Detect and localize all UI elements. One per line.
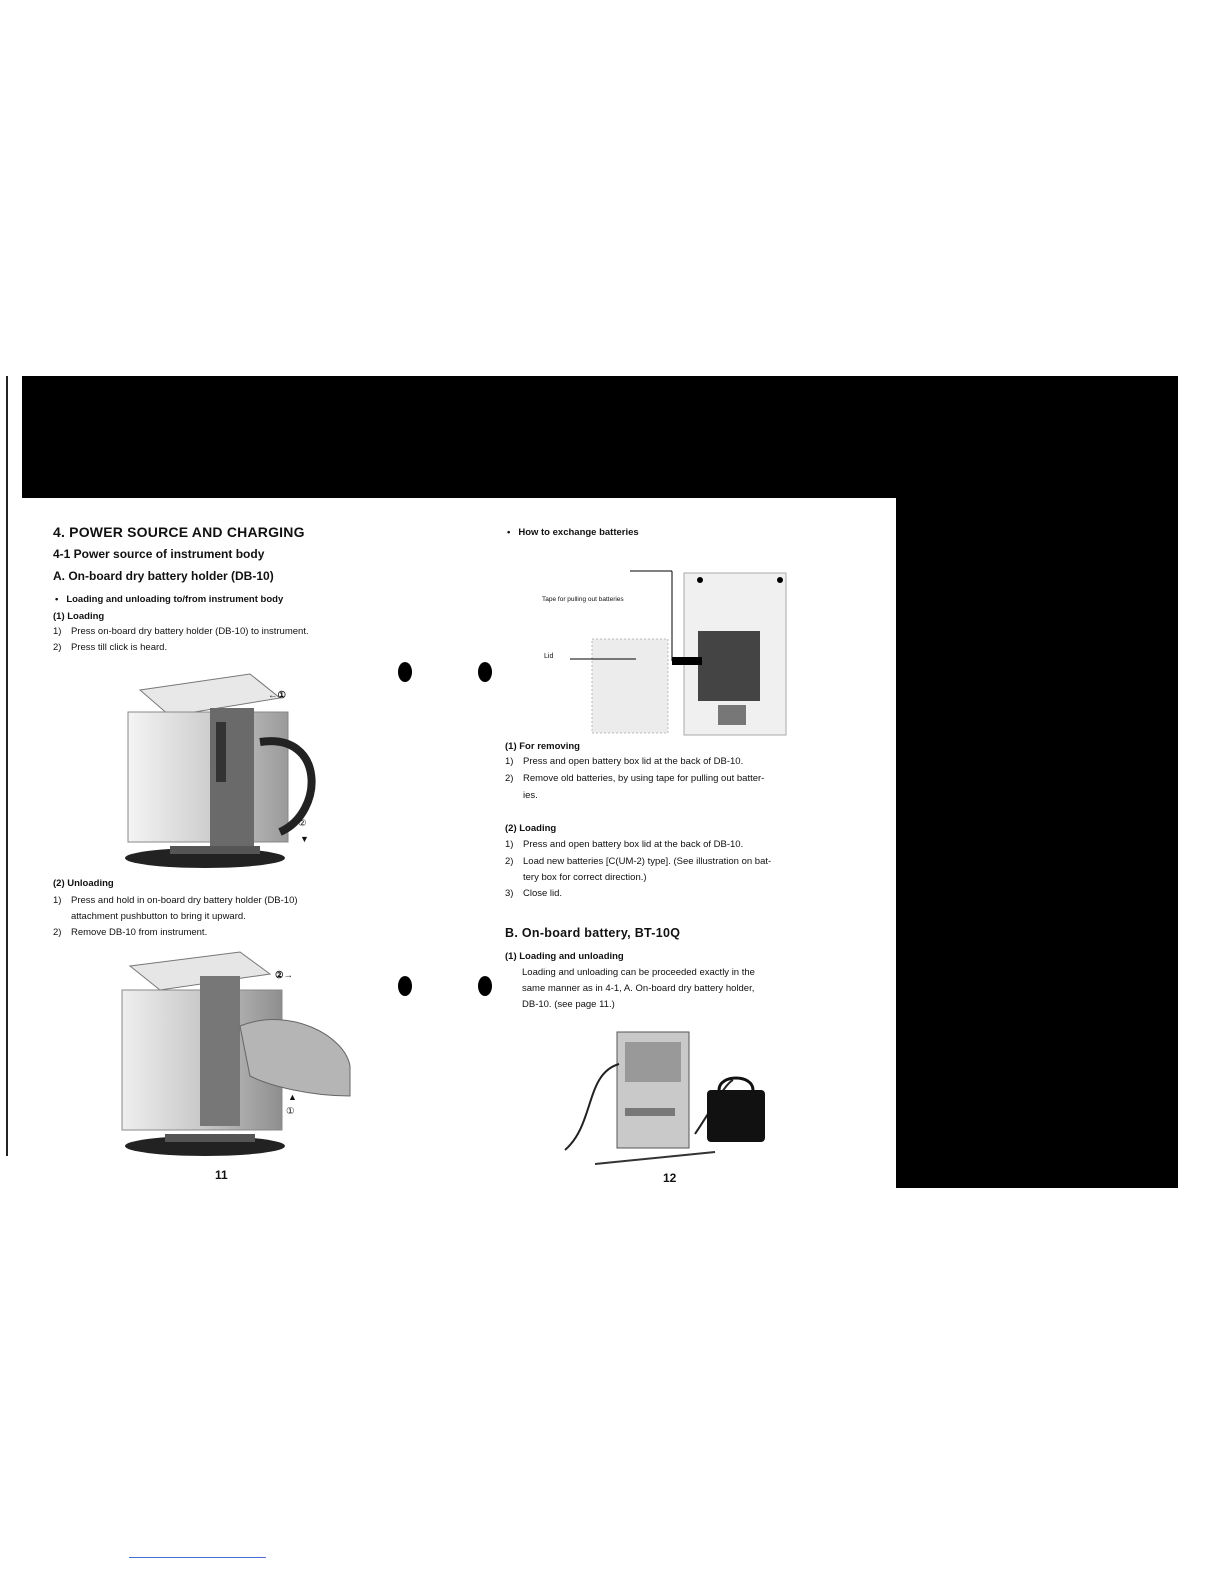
page-number-right: 12 bbox=[663, 1171, 677, 1185]
list-item bbox=[53, 640, 413, 656]
step-text: Press and hold in on-board dry battery holder (DB-10) bbox=[71, 895, 298, 906]
callout-2: ②→ bbox=[275, 970, 294, 981]
label-lid: Lid bbox=[544, 653, 554, 660]
step-text-continued: tery box for correct direction.) bbox=[523, 872, 647, 883]
step-number: 2) bbox=[505, 856, 514, 867]
binding-hole bbox=[398, 662, 412, 682]
photo-onboard-battery bbox=[555, 1024, 790, 1166]
step-number: 2) bbox=[505, 773, 514, 784]
subsection-title: 4-1 Power source of instrument body bbox=[53, 547, 265, 561]
diagram-battery-box bbox=[540, 565, 795, 740]
step-number: 2) bbox=[53, 642, 62, 653]
step-number: 2) bbox=[53, 927, 62, 938]
list-item bbox=[505, 837, 845, 853]
bullet-text: Loading and unloading to/from instrument body bbox=[66, 594, 284, 605]
step-text-continued: attachment pushbutton to bring it upward. bbox=[71, 911, 246, 922]
list-item bbox=[505, 886, 845, 902]
list-item bbox=[505, 854, 845, 886]
binding-hole bbox=[478, 976, 492, 996]
page-title: 4. POWER SOURCE AND CHARGING bbox=[53, 524, 305, 540]
photo-loading-battery-holder bbox=[110, 662, 350, 874]
step-number: 1) bbox=[505, 756, 514, 767]
step-number: 1) bbox=[53, 895, 62, 906]
callout-1: ① bbox=[286, 1106, 295, 1117]
arrow-up-icon: ▲ bbox=[288, 1092, 297, 1102]
paragraph-line: Loading and unloading can be proceeded exactly in the bbox=[522, 967, 755, 978]
step-text: Press and open battery box lid at the back of DB-10. bbox=[523, 839, 744, 850]
callout-1: ←① bbox=[268, 690, 287, 701]
list-item bbox=[505, 754, 845, 770]
arrow-down-icon: ▼ bbox=[300, 834, 309, 844]
section-a-title: A. On-board dry battery holder (DB-10) bbox=[53, 569, 274, 583]
step-text-continued: ies. bbox=[523, 790, 538, 801]
photo-unloading-battery-holder bbox=[110, 946, 355, 1162]
unloading-heading: (2) Unloading bbox=[53, 878, 114, 889]
step-number: 1) bbox=[505, 839, 514, 850]
list-item bbox=[53, 925, 413, 941]
step-text: Remove DB-10 from instrument. bbox=[71, 927, 208, 938]
bullet-loading-unloading bbox=[55, 594, 283, 605]
binding-hole bbox=[398, 976, 412, 996]
step-text: Press till click is heard. bbox=[71, 642, 168, 653]
bullet-exchange-batteries bbox=[507, 527, 639, 538]
loading-heading: (1) Loading bbox=[53, 611, 105, 622]
list-item bbox=[53, 893, 413, 925]
page-number-left: 11 bbox=[215, 1168, 228, 1182]
paragraph-line: same manner as in 4-1, A. On-board dry battery holder, bbox=[522, 983, 755, 994]
scan-edge-line bbox=[6, 376, 8, 1156]
bullet-text: How to exchange batteries bbox=[518, 527, 639, 538]
step-text: Close lid. bbox=[523, 888, 563, 899]
loading-heading: (2) Loading bbox=[505, 823, 557, 834]
b-paragraph bbox=[522, 965, 840, 1013]
callout-2: ② bbox=[298, 818, 307, 829]
binding-hole bbox=[478, 662, 492, 682]
list-item bbox=[53, 624, 413, 640]
label-tape: Tape for pulling out batteries bbox=[542, 596, 624, 603]
paragraph-line: DB-10. (see page 11.) bbox=[522, 999, 615, 1010]
step-text: Load new batteries [C(UM-2) type]. (See illustration on bat- bbox=[523, 856, 772, 867]
step-number: 1) bbox=[53, 626, 62, 637]
right-black-panel bbox=[896, 498, 1178, 1188]
bottom-rule bbox=[129, 1557, 266, 1558]
removing-heading: (1) For removing bbox=[505, 741, 580, 752]
top-black-band bbox=[22, 376, 1178, 498]
step-number: 3) bbox=[505, 888, 514, 899]
b-loading-heading: (1) Loading and unloading bbox=[505, 951, 624, 962]
step-text: Press on-board dry battery holder (DB-10) to instrument. bbox=[71, 626, 309, 637]
step-text: Remove old batteries, by using tape for pulling out batter- bbox=[523, 773, 765, 784]
step-text: Press and open battery box lid at the back of DB-10. bbox=[523, 756, 744, 767]
section-b-title: B. On-board battery, BT-10Q bbox=[505, 926, 681, 940]
list-item bbox=[505, 771, 845, 803]
